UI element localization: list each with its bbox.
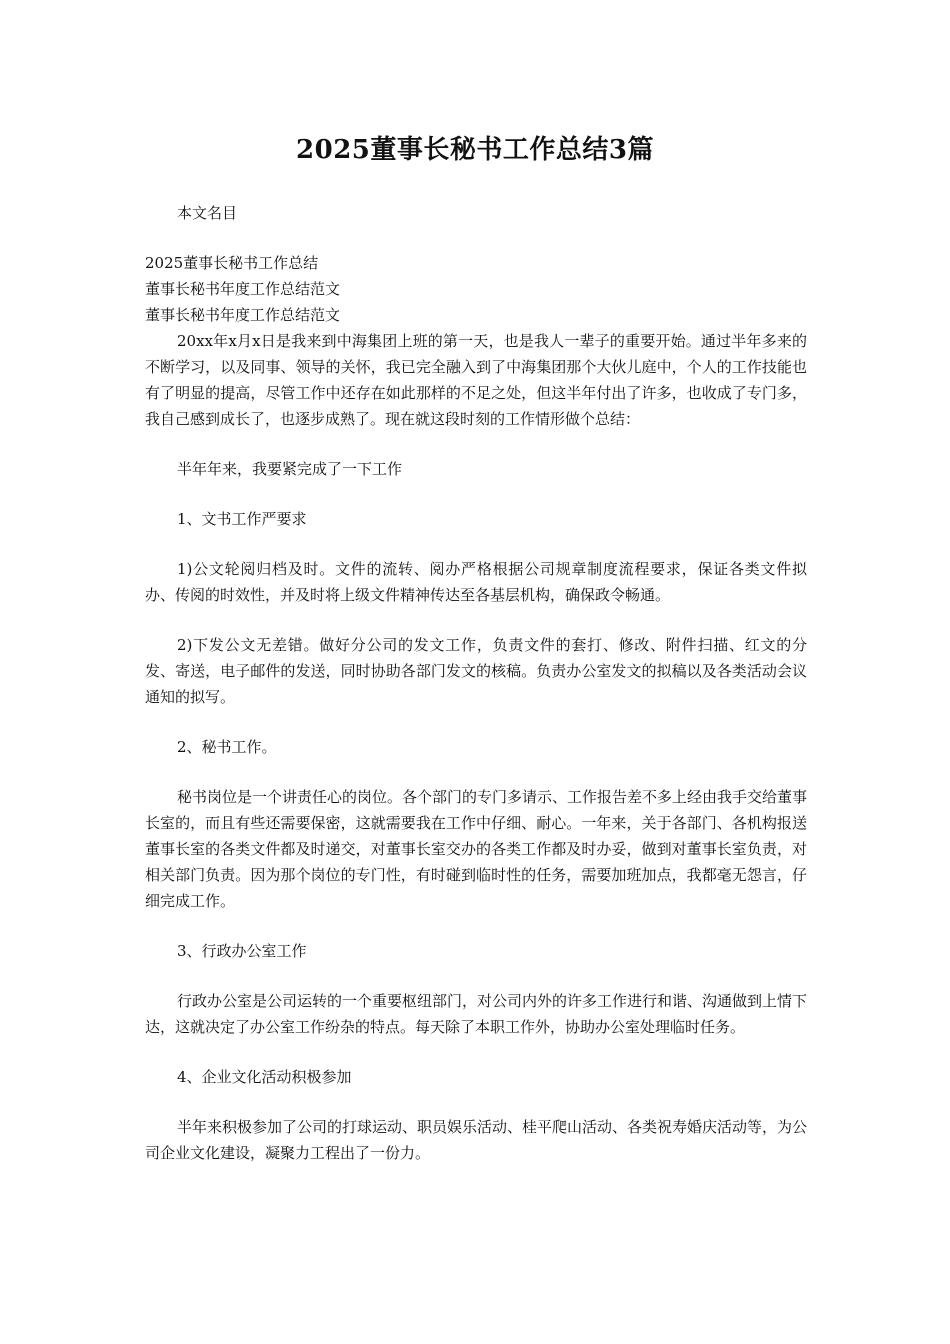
body-paragraph: 20xx年x月x日是我来到中海集团上班的第一天，也是我人一辈子的重要开始。通过半年多来的不断学习，以及同事、领导的关怀，我已完全融入到了中海集团那个大伙儿庭中，个人的工作技能也有了明显的提高，尽管工作中还存在如此那样的不足之处，但这半年付出了许多，也收成了专门多，我自己感到成长了，也逐步成熟了。现在就这段时刻的工作情形做个总结：	[145, 332, 807, 428]
document-body	[145, 200, 807, 1166]
section-heading: 1、文书工作严要求	[177, 510, 307, 528]
toc-item: 董事长秘书年度工作总结范文	[145, 306, 341, 324]
document-title: 2025董事长秘书工作总结3篇	[296, 135, 654, 165]
body-paragraph: 半年来积极参加了公司的打球运动、职员娱乐活动、桂平爬山活动、各类祝寿婚庆活动等，为公司企业文化建设，凝聚力工程出了一份力。	[145, 1118, 808, 1162]
body-paragraph: 行政办公室是公司运转的一个重要枢纽部门，对公司内外的许多工作进行和谐、沟通做到上情下达，这就决定了办公室工作纷杂的特点。每天除了本职工作外，协助办公室处理临时任务。	[145, 992, 808, 1036]
section-heading: 3、行政办公室工作	[177, 942, 307, 960]
body-paragraph: 半年年来，我要紧完成了一下工作	[177, 460, 403, 478]
body-paragraph: 秘书岗位是一个讲责任心的岗位。各个部门的专门多请示、工作报告差不多上经由我手交给董事长室的，而且有些还需要保密，这就需要我在工作中仔细、耐心。一年来，关于各部门、各机构报送董事长室的各类文件都及时递交，对董事长室交办的各类工作都及时办妥，做到对董事长室负责，对相关部门负责。因为那个岗位的专门性，有时碰到临时性的任务，需要加班加点，我都毫无怨言，仔细完成工作。	[145, 788, 808, 910]
body-paragraph: 1)公文轮阅归档及时。文件的流转、阅办严格根据公司规章制度流程要求，保证各类文件拟办、传阅的时效性，并及时将上级文件精神传达至各基层机构，确保政令畅通。	[145, 560, 807, 604]
toc-item: 董事长秘书年度工作总结范文	[145, 280, 341, 298]
section-heading: 4、企业文化活动积极参加	[177, 1068, 352, 1086]
toc-heading: 本文名目	[177, 204, 238, 222]
body-paragraph: 2)下发公文无差错。做好分公司的发文工作，负责文件的套打、修改、附件扫描、红文的分发、寄送，电子邮件的发送，同时协助各部门发文的核稿。负责办公室发文的拟稿以及各类活动会议通知的拟写。	[145, 636, 807, 706]
toc-item: 2025董事长秘书工作总结	[145, 254, 319, 272]
section-heading: 2、秘书工作。	[177, 738, 277, 756]
